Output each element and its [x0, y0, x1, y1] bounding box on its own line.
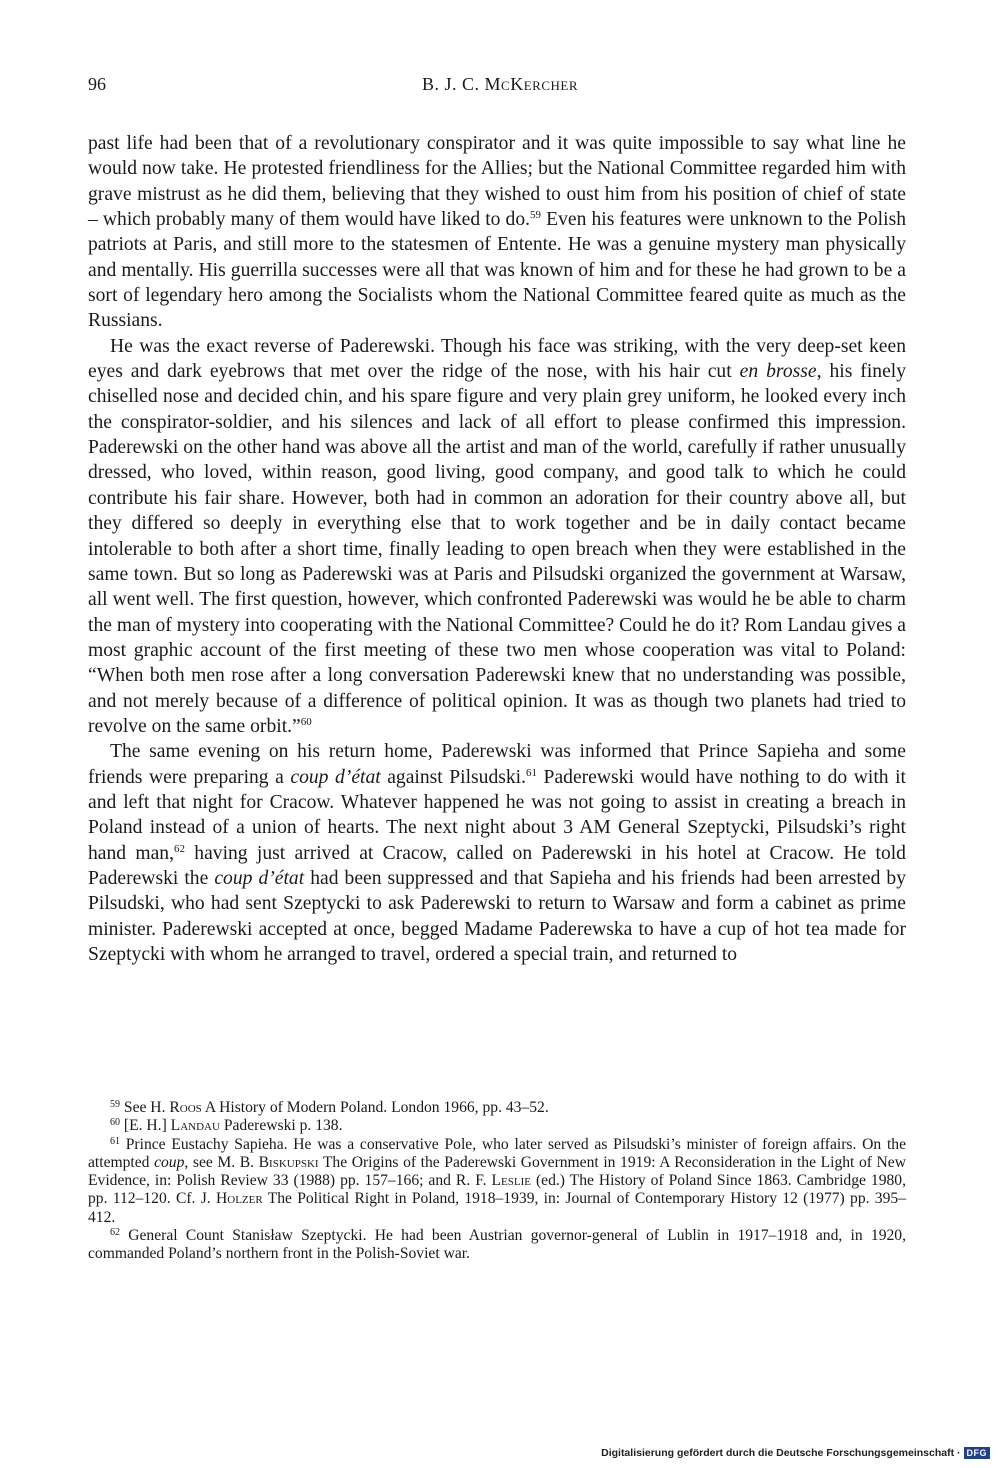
footnote-59-text-a: See H. [120, 1099, 170, 1116]
paragraph-3-italic-coup-1: coup d’état [290, 766, 381, 788]
footnote-61-text-a: Prince Eustachy Sapieha. He was a conservative Pole, who later served as Pilsudski’s minister of foreign affairs. On the attempted [88, 1135, 906, 1171]
footnote-60-author: Landau [170, 1117, 220, 1135]
paragraph-1-text-a: past life had been that of a revolutionary conspirator and it was quite impossible to say what line he would now take. He protested friendliness for the Allies; but the National Committee regarded him with grave mistrust as he did them, believing that they wished to oust him from his position of chief of state – which probably many of them would have liked to do. [88, 133, 906, 231]
footnote-62-number: 62 [110, 1227, 120, 1239]
footnote-61-text-e: The Political Right in Poland, 1918–1939, in: Journal of Contemporary History 12 (1977) pp. 395–412. [88, 1190, 906, 1226]
paragraph-1 [88, 131, 906, 334]
paragraph-3-italic-coup-2: coup d’état [214, 867, 305, 889]
footnotes [88, 1099, 906, 1264]
paragraph-1-text-b: Even his features were unknown to the Polish patriots at Paris, and still more to the statesmen of Entente. He was a genuine mystery man physically and mentally. His guerrilla successes were all that was known of him and for these he had grown to be a sort of legendary hero among the Socialists whom the National Committee feared quite as much as the Russians. [88, 209, 906, 332]
paragraph-2-text-a: He was the exact reverse of Paderewski. Though his face was striking, with the very deep-set keen eyes and dark eyebrows that met over the ridge of the nose, with his hair cut [88, 335, 906, 383]
footnote-59-text-b: A History of Modern Poland. London 1966, pp. 43–52. [201, 1099, 549, 1116]
footnote-61 [88, 1136, 906, 1227]
author-initials: B. J. C. [422, 74, 485, 94]
footnote-61-author-3: Holzer [215, 1190, 263, 1208]
dfg-logo: DFG [964, 1447, 991, 1459]
footnote-60 [88, 1117, 906, 1135]
footnote-61-italic-coup: coup [154, 1153, 185, 1171]
running-head [0, 74, 1000, 95]
page-number: 96 [88, 74, 106, 94]
footnote-59-author: Roos [169, 1099, 202, 1116]
paragraph-2-text-b: , his finely chiselled nose and decided chin, and his spare figure and very plain grey uniform, he looked every inch the conspirator-soldier, and his silences and lack of all effort to please confirmed this impression. Paderewski on the other hand was above all the artist and man of the world, carefully if rather unusually dressed, who loved, within reason, good living, good company, and good talk to which he could contribute his fair share. However, both had in common an adoration for their country above all, but they differed so deeply in everything else that to work together and be in daily contact became intolerable to both after a short time, finally leading to open breach when they were established in the same town. But so long as Paderewski was at Paris and Pilsudski organized the government at Warsaw, all went well. The first question, however, which confronted Paderewski was would he be able to charm the man of mystery into cooperating with the National Committee? Could he do it? Rom Landau gives a most graphic account of the first meeting of these two men whose cooperation was vital to Poland: “When both men rose after a long conversation Paderewski knew that no understanding was possible, and not merely because of a difference of political opinion. It was as though two planets had tried to revolve on the same orbit.” [88, 361, 907, 737]
footnote-62-text-a: General Count Stanisław Szeptycki. He had been Austrian governor-general of Lublin in 1917–1918 and, in 1920, commanded Poland’s northern front in the Polish-Soviet war. [88, 1227, 906, 1263]
footnote-61-author-2: Leslie [491, 1172, 531, 1190]
footnote-62 [88, 1227, 906, 1264]
footnote-ref-61: 61 [526, 766, 538, 779]
paragraph-3-text-c: Paderewski would have nothing to do with it and left that night for Cracow. Whatever happened he was not going to assist in creating a breach in Poland instead of a union of hearts. The next night about 3 AM General Szeptycki, Pilsudski’s right hand man, [88, 766, 906, 864]
footnote-61-text-c: The Origins of the Paderewski Government in 1919: A Reconsideration in the Light of New Evidence, in: Polish Review 33 (1988) pp. 157–166; and R. F. [88, 1153, 906, 1190]
footnote-59 [88, 1099, 906, 1117]
footnote-60-text-a: [E. H.] [120, 1117, 171, 1135]
footnote-ref-62: 62 [174, 842, 185, 855]
footnote-ref-59: 59 [530, 209, 542, 222]
paragraph-3 [88, 739, 906, 967]
footnote-60-number: 60 [110, 1117, 120, 1129]
footnote-59-number: 59 [110, 1099, 120, 1110]
paragraph-2-italic-en-brosse: en brosse [739, 361, 817, 383]
footnote-61-text-d: (ed.) The History of Poland Since 1863. Cambridge 1980, pp. 112–120. Cf. J. [88, 1172, 906, 1208]
body-text [88, 131, 906, 967]
paragraph-3-text-b: against Pilsudski. [380, 766, 527, 788]
paragraph-2 [88, 334, 906, 740]
paragraph-3-text-a: The same evening on his return home, Paderewski was informed that Prince Sapieha and some friends were preparing a [88, 741, 906, 788]
paragraph-3-text-e: had been suppressed and that Sapieha and his friends had been arrested by Pilsudski, who had sent Szeptycki to ask Paderewski to return to Warsaw and form a cabinet as prime minister. Paderewski accepted at once, begged Madame Paderewska to have a cup of hot tea made for Szeptycki with whom he arranged to travel, ordered a special train, and returned to [88, 867, 906, 965]
author-surname: McKercher [484, 74, 578, 94]
footnote-60-text-b: Paderewski p. 138. [219, 1117, 343, 1135]
footnote-61-text-b: , see M. B. [184, 1153, 259, 1171]
digitization-credit-text: Digitalisierung gefördert durch die Deutsche Forschungsgemeinschaft · [601, 1447, 961, 1459]
digitization-credit [601, 1447, 990, 1459]
footnote-ref-60: 60 [300, 715, 312, 728]
paragraph-3-text-d: having just arrived at Cracow, called on Paderewski in his hotel at Cracow. He told Paderewski the [88, 842, 906, 889]
footnote-61-author-1: Biskupski [258, 1153, 319, 1171]
footnote-61-number: 61 [110, 1135, 120, 1147]
